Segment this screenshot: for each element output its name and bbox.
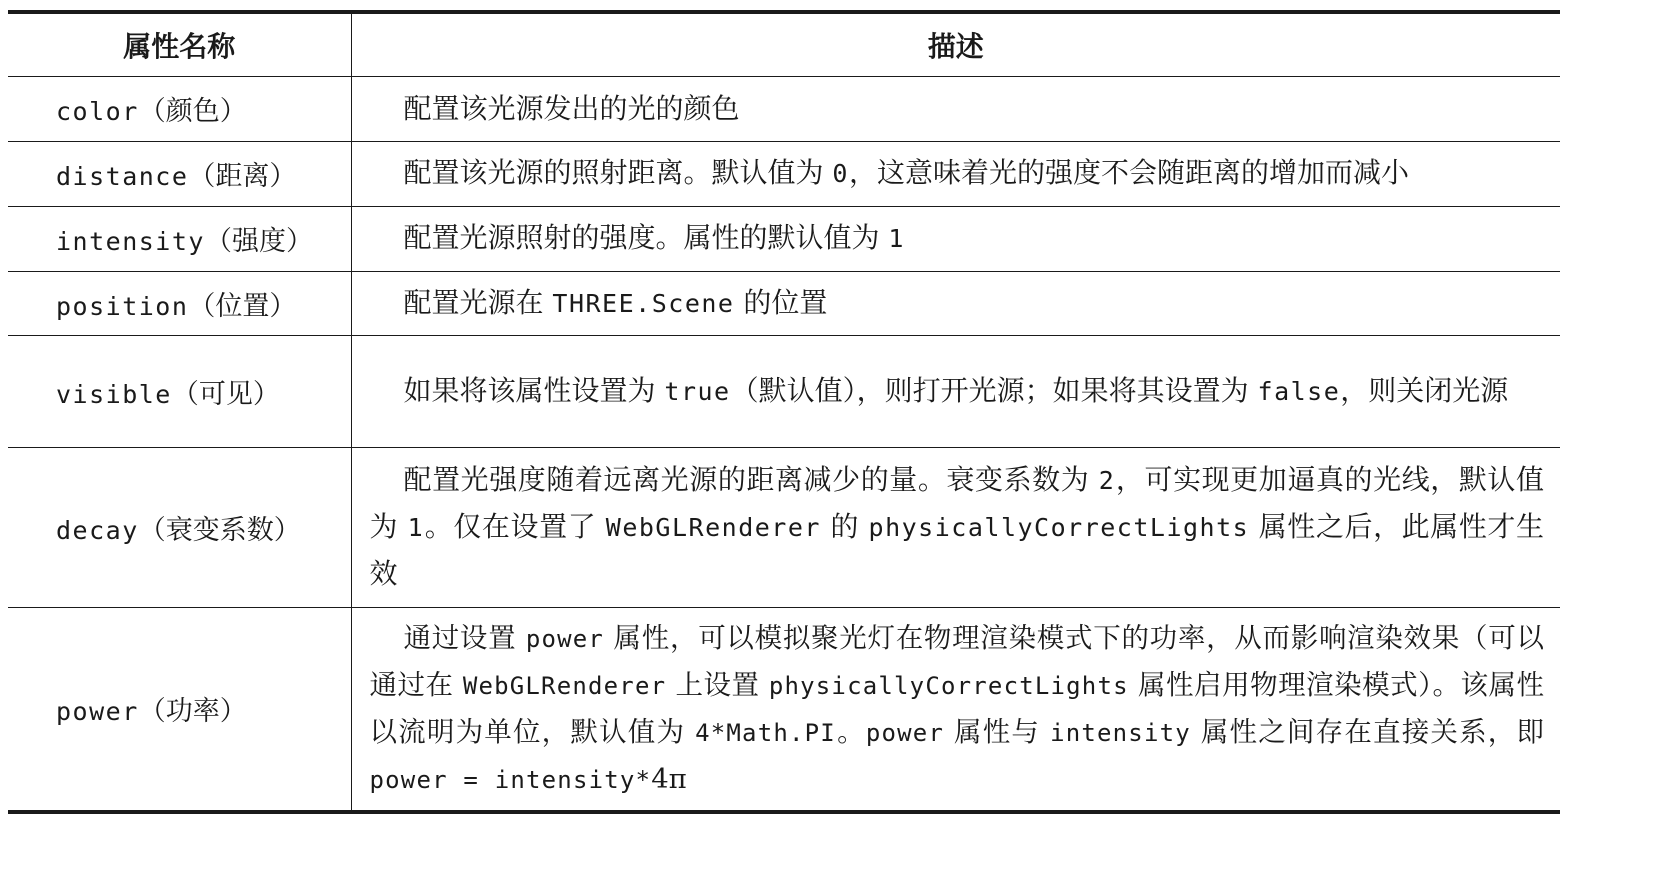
table-row: [8, 76, 1560, 141]
table-header-row: [8, 12, 1560, 76]
inline-code: THREE.Scene: [552, 288, 735, 318]
property-name-cell: [8, 447, 351, 607]
property-description-cell: [351, 141, 1560, 206]
property-code: position: [56, 291, 189, 321]
description-text: 配置光源在: [403, 285, 553, 319]
property-name-cell: [8, 271, 351, 335]
description-text: 通过设置: [403, 621, 526, 654]
inline-code: power: [865, 718, 945, 747]
property-name-cell: [8, 607, 351, 812]
property-chinese-name: （位置）: [188, 290, 297, 322]
description-text: ，这意味着光的强度不会随距离的增加而减小: [848, 156, 1409, 189]
table-row: [8, 607, 1560, 812]
description-text: （默认值），则打开光源；如果将其设置为: [730, 373, 1258, 407]
inline-code: physicallyCorrectLights: [768, 671, 1129, 700]
description-text: 配置该光源的照射距离。默认值为: [403, 156, 833, 189]
property-description-cell: [351, 447, 1560, 607]
property-chinese-name: （距离）: [188, 161, 297, 192]
property-description: [370, 86, 1545, 132]
property-description-cell: [351, 206, 1560, 271]
description-text: 属性与: [944, 715, 1051, 748]
property-code: visible: [56, 379, 172, 409]
table-row: [8, 141, 1560, 206]
property-description: [370, 368, 1545, 415]
property-description: [370, 150, 1545, 197]
description-text: ，则关闭光源: [1340, 373, 1509, 407]
property-chinese-name: （衰变系数）: [138, 514, 301, 546]
inline-code: 0: [832, 159, 849, 188]
property-code: distance: [56, 162, 189, 191]
property-description-cell: [351, 76, 1560, 141]
property-description-cell: [351, 607, 1560, 812]
property-table-container: [8, 10, 1560, 814]
description-text: 属性启用物理渲染模式）。该属性以流明为单位，默认值为: [369, 668, 1544, 748]
description-text: 如果将该属性设置为: [403, 373, 665, 407]
property-description-cell: [351, 271, 1560, 335]
property-name-cell: [8, 335, 351, 447]
inline-code: power = intensity*: [369, 765, 652, 794]
description-text: 配置光强度随着远离光源的距离减少的量。衰变系数为: [403, 463, 1099, 496]
description-text: 上设置: [666, 668, 769, 701]
property-description: [370, 457, 1545, 597]
inline-code: 4*Math.PI: [695, 718, 836, 747]
inline-code: 1: [888, 224, 905, 253]
inline-code: physicallyCorrectLights: [868, 513, 1250, 542]
description-text: 配置该光源发出的光的颜色: [403, 91, 740, 125]
header-property-name: 属性名称: [8, 12, 351, 76]
property-code: power: [56, 697, 139, 727]
property-chinese-name: （功率）: [138, 696, 247, 728]
inline-code: power: [525, 624, 605, 653]
property-name-cell: [8, 206, 351, 271]
table-row: [8, 335, 1560, 447]
inline-code: true: [664, 376, 731, 406]
property-code: decay: [56, 515, 139, 545]
property-chinese-name: （强度）: [204, 226, 313, 257]
table-row: [8, 447, 1560, 607]
table-row: [8, 206, 1560, 271]
header-description: 描述: [351, 12, 1560, 76]
description-text: 的位置: [734, 285, 828, 319]
light-property-table: [8, 10, 1560, 814]
description-text: 属性，可以模拟聚光灯在物理渲染模式下的功率，从而影响渲染效果（可以通过在: [369, 621, 1544, 701]
inline-code: WebGLRenderer: [605, 513, 821, 542]
description-text: 配置光源照射的强度。属性的默认值为: [403, 221, 889, 254]
property-description-cell: [351, 335, 1560, 447]
property-chinese-name: （可见）: [171, 378, 280, 410]
property-code: intensity: [56, 227, 205, 256]
property-description: [370, 215, 1545, 262]
property-chinese-name: （颜色）: [138, 96, 247, 127]
property-name-cell: [8, 76, 351, 141]
inline-code: 2: [1098, 466, 1116, 495]
property-description: [370, 280, 1545, 327]
description-text: 4π: [651, 762, 687, 795]
description-text: 。: [835, 715, 866, 748]
description-text: ，可实现更加逼真的光线，默认值为: [369, 463, 1544, 543]
property-code: color: [56, 97, 139, 126]
inline-code: intensity: [1050, 718, 1191, 747]
inline-code: WebGLRenderer: [462, 671, 667, 700]
description-text: 属性之后，此属性才生效: [369, 510, 1545, 590]
property-name-cell: [8, 141, 351, 206]
description-text: 属性之间存在直接关系，即: [1190, 715, 1544, 748]
table-row: [8, 271, 1560, 335]
description-text: 。仅在设置了: [424, 510, 606, 543]
inline-code: 1: [407, 513, 425, 542]
inline-code: false: [1257, 376, 1341, 406]
description-text: 的: [820, 510, 869, 543]
property-description: [370, 615, 1545, 803]
